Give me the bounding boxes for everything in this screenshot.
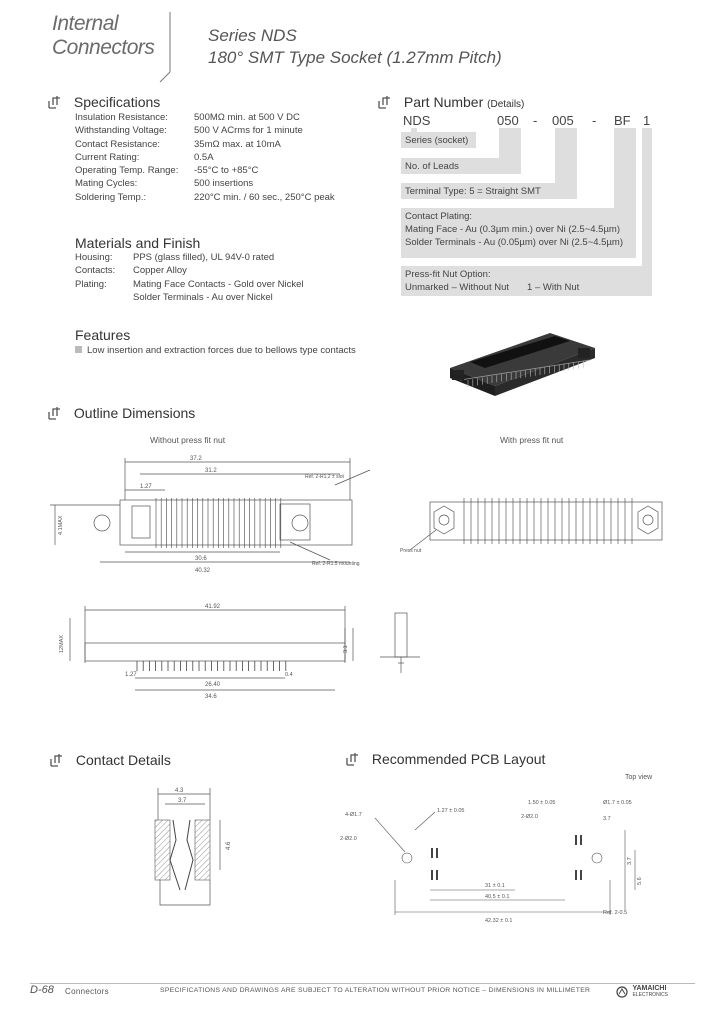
pcb-pad-c: 3.7 [603, 816, 611, 822]
pcb-pad-a: 2-Ø2.0 [521, 814, 538, 820]
row-label: Mating Cycles: [75, 178, 138, 190]
footer-brand [616, 983, 668, 1001]
table-row [75, 111, 335, 124]
spec-table [75, 111, 335, 204]
pcb-layout-drawing [335, 790, 675, 930]
specifications-heading [48, 94, 160, 110]
dim-front-pitch: 1.27 [125, 672, 137, 678]
pcb-layout-heading [346, 751, 545, 767]
dim-front-height: 12MAX [59, 634, 65, 653]
table-row [75, 138, 335, 151]
contact-details-drawing [140, 780, 250, 915]
dim-ref-note: Ref. 2-R1.5 mounting [312, 561, 360, 567]
top-view-label: Top view [625, 774, 653, 781]
section-marker-icon [48, 95, 66, 109]
with-nut-label: With press fit nut [500, 435, 564, 445]
pn-connector [614, 128, 636, 208]
features-item [75, 344, 356, 357]
pcb-pad [436, 848, 438, 858]
outline-side-view [375, 605, 425, 680]
pn-code-nut: 1 [643, 113, 651, 128]
table-row [75, 124, 335, 137]
pcb-hole-a: 4-Ø1.7 [345, 812, 362, 818]
pn-nut-box [401, 266, 652, 296]
section-marker-icon [48, 406, 66, 420]
dim-row: 30.6 [195, 556, 207, 562]
pn-nut-unmarked: Unmarked – Without Nut [405, 282, 510, 293]
pn-plating-title: Contact Plating: [405, 211, 473, 222]
brand-sub: ELECTRONICS [632, 991, 669, 998]
header-divider [150, 8, 210, 88]
pcb-pad [575, 835, 577, 845]
pcb-h-a: 3.7 [627, 857, 633, 865]
specifications-title: Specifications [73, 94, 161, 110]
row-value: PPS (glass filled), UL 94V-0 rated [133, 252, 275, 263]
pn-plating-line1: Mating Face - Au (0.3µm min.) over Ni (2.5~4.5µm) [405, 224, 621, 235]
footer-notice: SPECIFICATIONS AND DRAWINGS ARE SUBJECT TO ALTERATION WITHOUT PRIOR NOTICE – DIMENSIONS IN MILLIMETER [160, 987, 591, 994]
pcb-pad [580, 835, 582, 845]
pn-terminal-box: Terminal Type: 5 = Straight SMT [401, 183, 577, 199]
outline-top-view [40, 450, 380, 585]
dim-front-h2: 3.1 [343, 645, 349, 653]
row-label: Current Rating: [75, 151, 140, 163]
part-number-suffix: (Details) [487, 99, 525, 110]
outline-heading [48, 405, 195, 421]
pcb-len-c: 42.32 ± 0.1 [485, 918, 513, 924]
table-row [75, 264, 304, 277]
series-subtitle: 180° SMT Type Socket (1.27mm Pitch) [208, 48, 502, 67]
pcb-h-b: 5.6 [637, 877, 643, 885]
dim-pitch: 1.27 [140, 484, 152, 490]
pn-code-leads: 050 [497, 113, 519, 128]
pcb-pad [431, 848, 433, 858]
row-value: 500 V ACrms for 1 minute [194, 125, 303, 137]
row-value: Solder Terminals - Au over Nickel [133, 291, 273, 303]
row-value: 500 insertions [194, 178, 254, 190]
pn-code-terminal: 005 [552, 113, 574, 128]
pcb-pad [431, 870, 433, 880]
feature-text: Low insertion and extraction forces due to bellows type contacts [87, 345, 356, 356]
outline-title: Outline Dimensions [73, 405, 196, 421]
section-marker-icon [346, 752, 364, 766]
table-row [75, 164, 335, 177]
pcb-len-b: 40.5 ± 0.1 [485, 894, 510, 900]
row-label: Housing: [75, 252, 113, 263]
pcb-pitch-r: 1.50 ± 0.05 [528, 800, 556, 806]
table-row [75, 177, 335, 190]
pn-connector [499, 128, 521, 158]
pn-leads-box: No. of Leads [401, 158, 521, 174]
table-row [75, 191, 335, 204]
pn-code-nds: NDS [403, 113, 431, 128]
row-label: Soldering Temp.: [75, 191, 147, 203]
part-number-title: Part Number [403, 94, 484, 110]
category-title [52, 12, 154, 60]
dim-front-d2: 34.6 [205, 694, 217, 700]
contact-dim-w1: 4.3 [175, 788, 184, 794]
row-value: Copper Alloy [133, 265, 187, 277]
outline-top-view-nut [400, 490, 690, 560]
row-value: Mating Face Contacts - Gold over Nickel [133, 278, 304, 290]
row-label: Insulation Resistance: [75, 112, 168, 123]
row-label: Contacts: [75, 265, 116, 277]
pcb-pad [575, 870, 577, 880]
series-name: Series NDS [208, 26, 297, 45]
footer-page: D-68 [30, 984, 54, 996]
pn-code-plating: BF [614, 113, 631, 128]
yamaichi-logo-icon [616, 986, 628, 998]
dim-height: 4.1MAX [58, 515, 64, 535]
row-label [75, 291, 133, 304]
row-label: Plating: [75, 278, 107, 290]
dim-radius-note: Ref. 2-R1.2 ± slot [305, 474, 344, 480]
pn-plating-box [401, 208, 636, 258]
pcb-pad [436, 870, 438, 880]
table-row [75, 278, 304, 291]
category-line2: Connectors [52, 36, 155, 59]
materials-table [75, 251, 304, 304]
category-line1: Internal [52, 12, 119, 35]
pcb-len-a: 31 ± 0.1 [485, 883, 505, 889]
row-value: 35mΩ max. at 10mA [194, 138, 281, 150]
row-label: Withstanding Voltage: [75, 125, 167, 137]
pcb-ref: Ref. 2-0.5 [603, 910, 628, 916]
pcb-pad [580, 870, 582, 880]
without-nut-label: Without press fit nut [150, 435, 226, 445]
dim-top-mid: 31.2 [205, 468, 217, 474]
footer-rule [30, 983, 695, 984]
pn-connector [555, 128, 577, 183]
series-title [208, 25, 502, 69]
press-nut-label: Press nut [400, 548, 422, 554]
table-row [75, 291, 304, 304]
row-value: 500MΩ min. at 500 V DC [194, 112, 300, 123]
contact-dim-w2: 3.7 [178, 798, 187, 804]
pn-code-dash1: - [533, 113, 538, 128]
row-value: -55°C to +85°C [194, 165, 259, 177]
contact-details-title: Contact Details [75, 752, 171, 768]
pn-series-box: Series (socket) [401, 132, 476, 148]
row-label: Operating Temp. Range: [75, 165, 179, 177]
brand-name: YAMAICHI [632, 984, 667, 992]
dim-bottom-overall: 40.32 [195, 568, 211, 574]
pcb-hole-b: 2-Ø2.0 [340, 836, 357, 842]
materials-title: Materials and Finish [75, 235, 201, 251]
bullet-square-icon [75, 346, 82, 353]
pn-code-dash2: - [592, 113, 597, 128]
pcb-pad-b: Ø1.7 ± 0.05 [603, 800, 632, 806]
pn-nut-title: Press-fit Nut Option: [405, 269, 491, 280]
contact-details-heading [50, 752, 171, 768]
dim-top-overall: 37.2 [190, 456, 202, 462]
row-label: Contact Resistance: [75, 138, 161, 150]
section-marker-icon [50, 753, 68, 767]
pcb-tol: 1.27 ± 0.05 [437, 808, 465, 814]
table-row [75, 151, 335, 164]
dim-front-d1: 26.40 [205, 682, 221, 688]
outline-front-view [55, 598, 365, 708]
dim-front-pin: 0.4 [285, 672, 293, 678]
dim-front-top: 41.92 [205, 604, 221, 610]
section-marker-icon [378, 95, 396, 109]
part-number-heading [378, 94, 524, 110]
footer-section: Connectors [65, 987, 109, 996]
table-row [75, 251, 304, 264]
pn-nut-with: 1 – With Nut [527, 282, 580, 293]
row-value: 0.5A [194, 151, 214, 163]
row-value: 220°C min. / 60 sec., 250°C peak [194, 191, 335, 203]
pn-connector [642, 128, 652, 268]
connector-photo [440, 318, 600, 398]
contact-dim-h1: 4.6 [226, 841, 232, 850]
features-title: Features [75, 327, 131, 343]
pcb-layout-title: Recommended PCB Layout [371, 751, 546, 767]
pn-plating-line2: Solder Terminals - Au (0.05µm) over Ni (2.5~4.5µm) [405, 237, 624, 248]
